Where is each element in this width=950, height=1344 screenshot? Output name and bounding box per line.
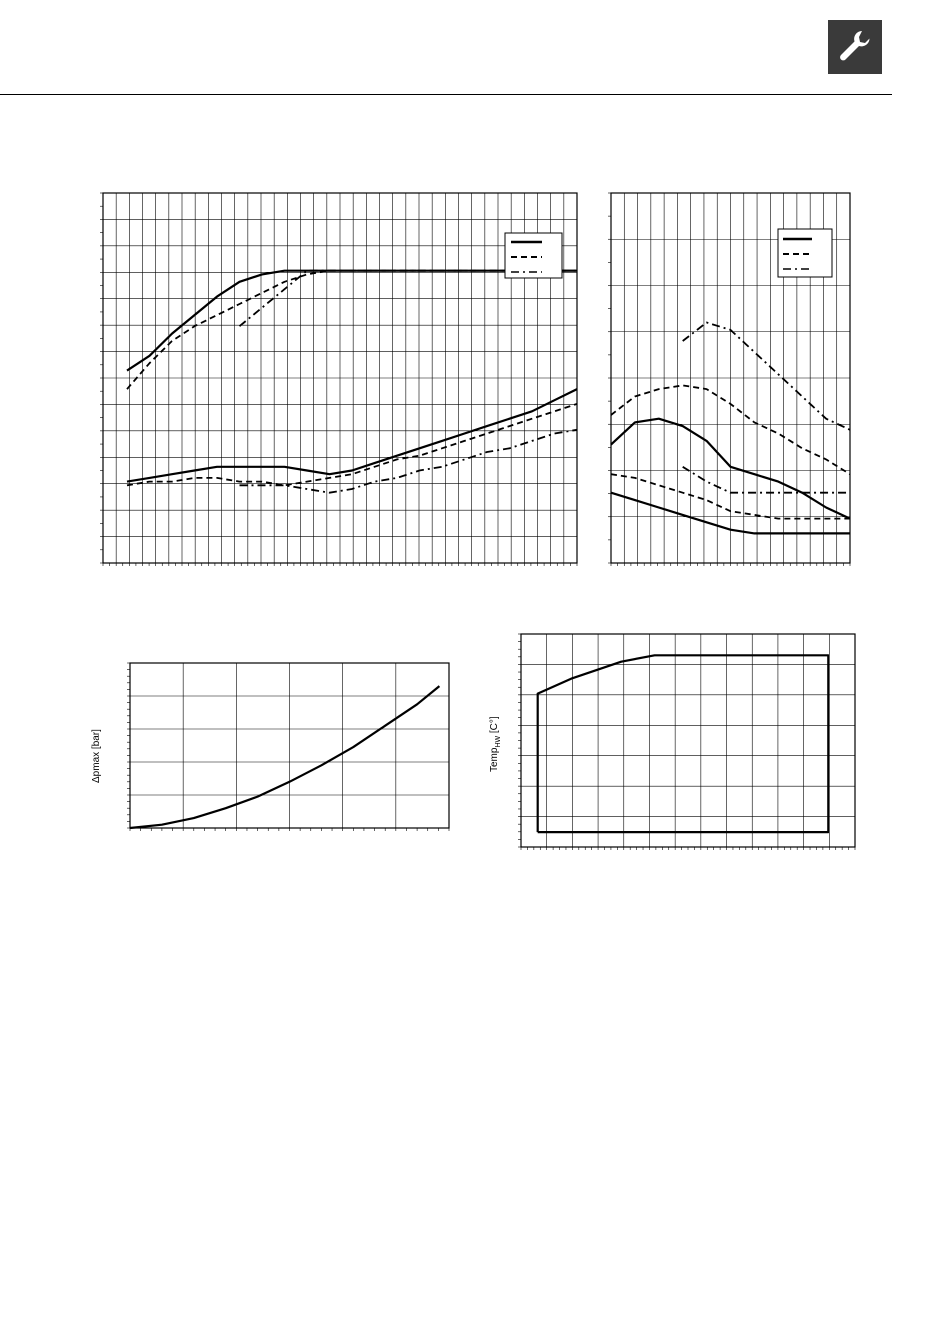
series-line-1 <box>538 655 829 832</box>
chart-grid <box>518 634 855 850</box>
series-line-3 <box>683 323 850 430</box>
series-line-2 <box>127 271 577 389</box>
ylabel-unit: [C°] <box>489 716 500 736</box>
series-line-1 <box>127 271 577 371</box>
performance-chart-side <box>608 193 850 566</box>
ylabel-sub: HW <box>495 735 502 748</box>
temperature-chart <box>489 634 855 850</box>
plot-frame <box>521 634 855 847</box>
chart-series <box>130 686 439 828</box>
pressure-y-axis-label: Δpmax [bar] <box>91 729 102 783</box>
performance-chart-main <box>100 193 577 566</box>
chart-legend <box>505 233 562 278</box>
chart-grid <box>127 663 449 831</box>
pressure-chart <box>91 663 449 831</box>
series-line-6 <box>240 430 578 493</box>
series-line-4 <box>127 389 577 482</box>
ylabel-base: Temp <box>489 747 500 772</box>
series-line-5 <box>127 404 577 485</box>
chart-legend <box>778 229 832 277</box>
chart-series <box>538 655 829 832</box>
temperature-y-axis-label <box>489 716 502 772</box>
series-line-1 <box>130 686 439 828</box>
chart-series <box>127 271 577 493</box>
